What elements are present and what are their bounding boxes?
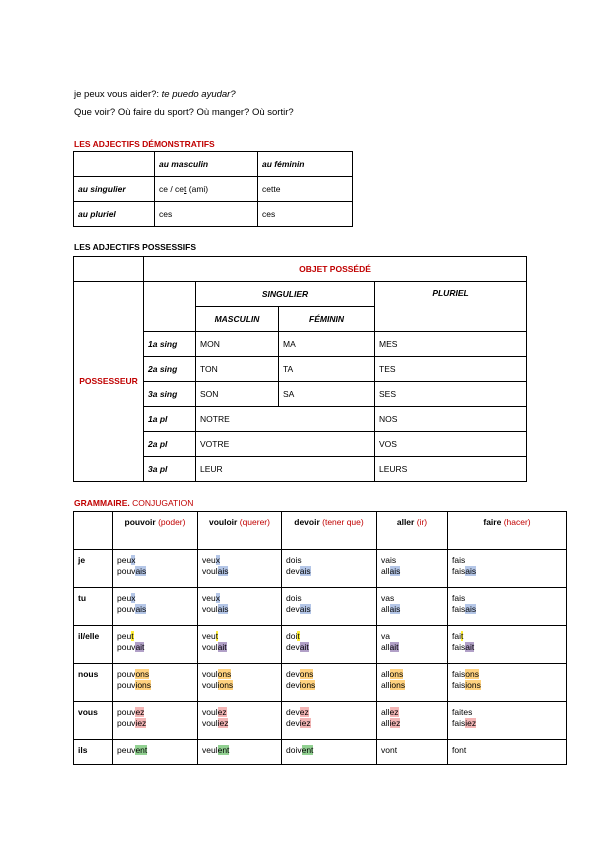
verb-stem: dev bbox=[286, 707, 300, 717]
verb-form bbox=[286, 745, 372, 756]
verb-stem: all bbox=[381, 707, 390, 717]
verb-form bbox=[381, 555, 443, 566]
verb-form bbox=[286, 566, 372, 577]
conjugation-cell bbox=[198, 588, 282, 626]
conjugation-cell bbox=[377, 740, 448, 765]
person-label: 3a sing bbox=[144, 382, 196, 407]
verb-form bbox=[381, 680, 443, 691]
cell-masc-sing: ce / cet (ami) bbox=[155, 177, 258, 202]
verb-form bbox=[452, 718, 562, 729]
conjugation-cell bbox=[198, 740, 282, 765]
verb-form bbox=[117, 680, 193, 691]
verb-form bbox=[202, 593, 277, 604]
verb-stem: fais bbox=[452, 717, 466, 728]
conjugation-header-row bbox=[74, 512, 567, 550]
ending-highlight: ons bbox=[465, 669, 479, 679]
conjugation-row bbox=[74, 702, 567, 740]
verb-form bbox=[381, 566, 443, 577]
conjugation-cell bbox=[198, 664, 282, 702]
verb-stem: faites bbox=[452, 707, 473, 717]
verb-form bbox=[452, 604, 562, 615]
verb-stem: veul bbox=[202, 745, 218, 755]
conjugation-heading: GRAMMAIRE. CONJUGATION bbox=[74, 498, 194, 508]
ending-highlight: ez bbox=[217, 707, 227, 717]
ending-highlight: x bbox=[131, 555, 136, 565]
ending-highlight: ent bbox=[217, 745, 230, 755]
conjugation-cell bbox=[282, 626, 377, 664]
verb-stem: voul bbox=[202, 603, 218, 614]
pronoun-cell: il/elle bbox=[74, 626, 113, 664]
pronoun-cell: je bbox=[74, 550, 113, 588]
verb-form bbox=[117, 642, 193, 653]
verb-stem: peu bbox=[117, 555, 132, 565]
ending-highlight: iez bbox=[299, 717, 311, 728]
ending-highlight: ait bbox=[299, 641, 309, 652]
ending-highlight: ions bbox=[135, 679, 152, 690]
ending-highlight: iez bbox=[465, 717, 477, 728]
verb-stem: pouv bbox=[117, 679, 136, 690]
pronoun-cell: nous bbox=[74, 664, 113, 702]
verb-stem: veu bbox=[202, 593, 216, 603]
verb-form bbox=[117, 745, 193, 756]
verb-stem: fais bbox=[452, 565, 466, 576]
conjugation-cell bbox=[448, 588, 567, 626]
ending-highlight: ais bbox=[389, 565, 401, 576]
verb-form bbox=[452, 566, 562, 577]
verb-form bbox=[452, 593, 562, 604]
verb-stem: peuv bbox=[117, 745, 136, 755]
verb-stem: voul bbox=[202, 707, 218, 717]
ending-highlight: ais bbox=[135, 565, 147, 576]
verb-stem: pouv bbox=[117, 669, 136, 679]
verb-form bbox=[286, 642, 372, 653]
verb-form bbox=[381, 604, 443, 615]
verb-form bbox=[381, 642, 443, 653]
demonstratifs-heading: LES ADJECTIFS DÉMONSTRATIFS bbox=[74, 139, 215, 149]
verb-form bbox=[117, 604, 193, 615]
person-label: 1a sing bbox=[144, 332, 196, 357]
conjugation-cell bbox=[282, 702, 377, 740]
pronoun-cell: vous bbox=[74, 702, 113, 740]
verb-form bbox=[202, 745, 277, 756]
masc-cell: SON bbox=[196, 382, 279, 407]
ending-highlight: ais bbox=[135, 603, 147, 614]
ending-highlight: ais bbox=[465, 565, 477, 576]
conjugation-cell bbox=[113, 550, 198, 588]
ending-highlight: ais bbox=[217, 565, 229, 576]
demonstratifs-table bbox=[73, 151, 353, 227]
conjugation-table bbox=[73, 511, 567, 765]
verb-stem: fai bbox=[452, 631, 461, 641]
verb-form bbox=[202, 555, 277, 566]
row-singulier: au singulier bbox=[74, 177, 155, 202]
ending-highlight: t bbox=[131, 631, 134, 641]
conjugation-cell bbox=[377, 664, 448, 702]
verb-stem: pouv bbox=[117, 565, 136, 576]
ending-highlight: ez bbox=[389, 707, 399, 717]
plur-cell: LEURS bbox=[375, 457, 527, 482]
verb-stem: dev bbox=[286, 679, 300, 690]
verb-form bbox=[452, 680, 562, 691]
ending-highlight: x bbox=[215, 555, 220, 565]
conjugation-cell bbox=[448, 550, 567, 588]
plur-cell: NOS bbox=[375, 407, 527, 432]
verb-form bbox=[452, 707, 562, 718]
verb-stem: voul bbox=[202, 679, 218, 690]
ending-highlight: ais bbox=[465, 603, 477, 614]
conjugation-cell bbox=[113, 740, 198, 765]
ending-highlight: ons bbox=[389, 669, 404, 679]
feminin-header: FÉMININ bbox=[279, 307, 375, 332]
ending-highlight: ait bbox=[389, 641, 399, 652]
verb-form bbox=[117, 566, 193, 577]
ending-highlight: x bbox=[215, 593, 220, 603]
verb-stem: veu bbox=[202, 555, 216, 565]
ending-highlight: ais bbox=[299, 565, 311, 576]
ending-highlight: t bbox=[297, 631, 300, 641]
verb-form bbox=[202, 707, 277, 718]
conjugation-cell bbox=[448, 664, 567, 702]
conjugation-cell bbox=[377, 626, 448, 664]
person-label: 1a pl bbox=[144, 407, 196, 432]
possessifs-table bbox=[73, 256, 527, 482]
person-label: 3a pl bbox=[144, 457, 196, 482]
verb-stem: all bbox=[381, 679, 390, 690]
ending-highlight: ais bbox=[299, 603, 311, 614]
ending-highlight: ions bbox=[299, 679, 316, 690]
conjugation-cell bbox=[282, 550, 377, 588]
verb-stem: fais bbox=[452, 593, 466, 603]
verb-stem: fais bbox=[452, 669, 466, 679]
verb-form bbox=[117, 707, 193, 718]
conjugation-cell bbox=[198, 626, 282, 664]
verb-stem: peu bbox=[117, 593, 132, 603]
verb-form bbox=[381, 745, 443, 756]
ending-highlight: ait bbox=[135, 641, 145, 652]
conjugation-row bbox=[74, 664, 567, 702]
conjugation-row bbox=[74, 626, 567, 664]
verb-stem: all bbox=[381, 669, 390, 679]
plur-cell: MES bbox=[375, 332, 527, 357]
conjugation-cell bbox=[113, 626, 198, 664]
verb-form bbox=[452, 555, 562, 566]
verb-stem: voul bbox=[202, 717, 218, 728]
intro-french: je peux vous aider?: bbox=[74, 89, 162, 100]
verb-header: devoir (tener que) bbox=[282, 512, 377, 550]
verb-form bbox=[286, 631, 372, 642]
conjugation-cell bbox=[113, 588, 198, 626]
verb-stem: dev bbox=[286, 565, 300, 576]
verb-stem: voul bbox=[202, 641, 218, 652]
verb-form bbox=[117, 555, 193, 566]
verb-form bbox=[286, 680, 372, 691]
ending-highlight: iez bbox=[389, 717, 401, 728]
verb-stem: all bbox=[381, 641, 390, 652]
masculin-header: MASCULIN bbox=[196, 307, 279, 332]
row-pluriel: au pluriel bbox=[74, 202, 155, 227]
verb-stem: all bbox=[381, 565, 390, 576]
col-masculin: au masculin bbox=[155, 152, 258, 177]
empty-corner bbox=[74, 257, 144, 282]
verb-stem: fais bbox=[452, 555, 466, 565]
verb-stem: voul bbox=[202, 669, 218, 679]
verb-form bbox=[452, 745, 562, 756]
ending-highlight: ions bbox=[465, 679, 481, 690]
conjugation-cell bbox=[448, 740, 567, 765]
verb-form bbox=[202, 566, 277, 577]
verb-header: aller (ir) bbox=[377, 512, 448, 550]
verb-form bbox=[202, 718, 277, 729]
masc-cell: TON bbox=[196, 357, 279, 382]
verb-form bbox=[202, 604, 277, 615]
verb-form bbox=[117, 718, 193, 729]
conjugation-cell bbox=[448, 702, 567, 740]
ending-highlight: ons bbox=[217, 669, 232, 679]
verb-stem: pouv bbox=[117, 717, 136, 728]
verb-stem: dev bbox=[286, 669, 300, 679]
conjugation-cell bbox=[282, 740, 377, 765]
conjugation-row bbox=[74, 588, 567, 626]
verb-stem: dois bbox=[286, 555, 302, 565]
masc-cell: MON bbox=[196, 332, 279, 357]
conjugation-cell bbox=[113, 702, 198, 740]
ending-highlight: ez bbox=[135, 707, 145, 717]
verb-form bbox=[286, 555, 372, 566]
verb-stem: pouv bbox=[117, 641, 136, 652]
fem-cell: MA bbox=[279, 332, 375, 357]
possessifs-heading: LES ADJECTIFS POSSESSIFS bbox=[74, 242, 197, 252]
ending-highlight: ez bbox=[299, 707, 309, 717]
verb-form bbox=[381, 707, 443, 718]
ending-highlight: x bbox=[131, 593, 136, 603]
verb-stem: fais bbox=[452, 603, 466, 614]
verb-header: vouloir (querer) bbox=[198, 512, 282, 550]
verb-form bbox=[381, 718, 443, 729]
verb-header: pouvoir (poder) bbox=[113, 512, 198, 550]
ending-highlight: ait bbox=[217, 641, 227, 652]
ending-highlight: iez bbox=[217, 717, 229, 728]
ending-highlight: t bbox=[460, 631, 464, 641]
verb-stem: dois bbox=[286, 593, 302, 603]
plur-cell: SES bbox=[375, 382, 527, 407]
verb-form bbox=[381, 669, 443, 680]
conjugation-cell bbox=[377, 550, 448, 588]
ending-highlight: ons bbox=[299, 669, 314, 679]
verb-form bbox=[452, 631, 562, 642]
verb-stem: all bbox=[381, 603, 390, 614]
ending-highlight: ent bbox=[135, 745, 148, 755]
verb-stem: dev bbox=[286, 717, 300, 728]
pronoun-cell: tu bbox=[74, 588, 113, 626]
verb-form bbox=[117, 669, 193, 680]
verb-stem: va bbox=[381, 631, 390, 641]
sing-cell: VOTRE bbox=[196, 432, 375, 457]
verb-stem: vont bbox=[381, 745, 398, 755]
ending-highlight: ons bbox=[135, 669, 150, 679]
fem-cell: TA bbox=[279, 357, 375, 382]
verb-header: faire (hacer) bbox=[448, 512, 567, 550]
objet-possede: OBJET POSSÉDÉ bbox=[144, 257, 527, 282]
verb-form bbox=[117, 593, 193, 604]
pronoun-cell: ils bbox=[74, 740, 113, 765]
verb-form bbox=[452, 642, 562, 653]
conjugation-cell bbox=[198, 550, 282, 588]
verb-form bbox=[286, 669, 372, 680]
verb-stem: all bbox=[381, 717, 390, 728]
sing-cell: LEUR bbox=[196, 457, 375, 482]
verb-stem: fais bbox=[452, 679, 466, 690]
sing-cell: NOTRE bbox=[196, 407, 375, 432]
verb-stem: pouv bbox=[117, 603, 136, 614]
verb-stem: voul bbox=[202, 565, 218, 576]
verb-stem: doi bbox=[286, 631, 298, 641]
verb-form bbox=[202, 631, 277, 642]
conjugation-cell bbox=[377, 588, 448, 626]
ending-highlight: ais bbox=[217, 603, 229, 614]
verb-stem: veu bbox=[202, 631, 216, 641]
conjugation-cell bbox=[113, 664, 198, 702]
conjugation-row bbox=[74, 550, 567, 588]
verb-form bbox=[202, 642, 277, 653]
verb-stem: font bbox=[452, 745, 467, 755]
verb-stem: dev bbox=[286, 603, 300, 614]
empty-cell bbox=[74, 152, 155, 177]
ending-highlight: ais bbox=[389, 603, 401, 614]
person-label: 2a pl bbox=[144, 432, 196, 457]
ending-highlight: ent bbox=[301, 745, 314, 755]
verb-form bbox=[202, 680, 277, 691]
verb-form bbox=[117, 631, 193, 642]
verb-form bbox=[286, 707, 372, 718]
plur-cell: VOS bbox=[375, 432, 527, 457]
verb-form bbox=[286, 718, 372, 729]
verb-stem: doiv bbox=[286, 745, 302, 755]
verb-form bbox=[286, 604, 372, 615]
intro-line-1 bbox=[74, 89, 236, 100]
fem-cell: SA bbox=[279, 382, 375, 407]
verb-stem: peu bbox=[117, 631, 132, 641]
empty-cell bbox=[144, 282, 196, 332]
empty-corner bbox=[74, 512, 113, 550]
ending-highlight: ait bbox=[465, 641, 475, 652]
verb-stem: vais bbox=[381, 555, 397, 565]
person-label: 2a sing bbox=[144, 357, 196, 382]
verb-form bbox=[452, 669, 562, 680]
conjugation-cell bbox=[377, 702, 448, 740]
verb-form bbox=[381, 593, 443, 604]
conjugation-row bbox=[74, 740, 567, 765]
cell-fem-plur: ces bbox=[258, 202, 353, 227]
verb-stem: vas bbox=[381, 593, 395, 603]
verb-stem: dev bbox=[286, 641, 300, 652]
verb-stem: fais bbox=[452, 641, 466, 652]
cell-masc-plur: ces bbox=[155, 202, 258, 227]
conjugation-cell bbox=[282, 588, 377, 626]
plur-cell: TES bbox=[375, 357, 527, 382]
ending-highlight: iez bbox=[135, 717, 147, 728]
intro-line-2: Que voir? Où faire du sport? Où manger? Où sortir? bbox=[74, 107, 294, 118]
possesseur-label: POSSESSEUR bbox=[74, 282, 144, 482]
verb-form bbox=[286, 593, 372, 604]
ending-highlight: ions bbox=[217, 679, 234, 690]
conjugation-cell bbox=[282, 664, 377, 702]
verb-form bbox=[381, 631, 443, 642]
ending-highlight: ions bbox=[389, 679, 406, 690]
intro-spanish: te puedo ayudar? bbox=[161, 89, 236, 100]
col-feminin: au féminin bbox=[258, 152, 353, 177]
verb-stem: pouv bbox=[117, 707, 136, 717]
ending-highlight: t bbox=[215, 631, 219, 641]
cell-fem-sing: cette bbox=[258, 177, 353, 202]
conjugation-cell bbox=[448, 626, 567, 664]
singulier-header: SINGULIER bbox=[196, 282, 375, 307]
verb-form bbox=[202, 669, 277, 680]
conjugation-cell bbox=[198, 702, 282, 740]
pluriel-header: PLURIEL bbox=[375, 282, 527, 332]
